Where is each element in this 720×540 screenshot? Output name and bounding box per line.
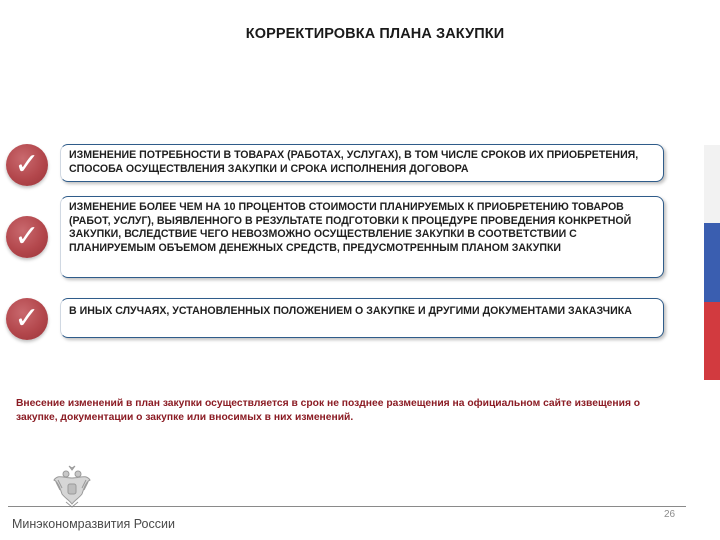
note-text: Внесение изменений в план закупки осуществляется в срок не позднее размещения на официальном сайте извещения о закупке, документации о закупке или вносимых в них изменений. xyxy=(16,398,641,423)
list-item xyxy=(0,140,668,188)
item-text: В ИНЫХ СЛУЧАЯХ, УСТАНОВЛЕННЫХ ПОЛОЖЕНИЕМ О ЗАКУПКЕ И ДРУГИМИ ДОКУМЕНТАМИ ЗАКАЗЧИКА xyxy=(69,305,632,317)
item-box xyxy=(60,196,664,278)
russian-flag-stripe xyxy=(704,145,720,380)
list-item xyxy=(0,196,668,280)
ministry-name: Минэкономразвития России xyxy=(12,517,175,531)
item-text: ИЗМЕНЕНИЕ БОЛЕЕ ЧЕМ НА 10 ПРОЦЕНТОВ СТОИМОСТИ ПЛАНИРУЕМЫХ К ПРИОБРЕТЕНИЮ ТОВАРОВ (РАБОТ, УСЛУГ), ВЫЯВЛЕННОГО В РЕЗУЛЬТАТЕ ПОДГОТОВКИ К ПРОЦЕДУРЕ ПРОВЕДЕНИЯ КОНКРЕТНОЙ ЗАКУПКИ, ВСЛЕДСТВИЕ ЧЕГО НЕВОЗМОЖНО ОСУЩЕСТВЛЕНИЕ ЗАКУПКИ В СООТВЕТСТВИИ С ПЛАНИРУЕМЫМ ОБЪЕМОМ ДЕНЕЖНЫХ СРЕДСТВ, ПРЕДУСМОТРЕННЫМ ПЛАНОМ ЗАКУПКИ xyxy=(69,201,632,254)
check-icon: ✓ xyxy=(6,216,48,258)
item-text: ИЗМЕНЕНИЕ ПОТРЕБНОСТИ В ТОВАРАХ (РАБОТАХ, УСЛУГАХ), В ТОМ ЧИСЛЕ СРОКОВ ИХ ПРИОБРЕТЕНИЯ, СПОСОБА ОСУЩЕСТВЛЕНИЯ ЗАКУПКИ И СРОКА ИСПОЛНЕНИЯ ДОГОВОРА xyxy=(69,149,639,175)
coat-of-arms-emblem xyxy=(52,464,92,508)
footer-divider xyxy=(8,506,686,507)
list-item xyxy=(0,296,668,344)
check-icon: ✓ xyxy=(6,144,48,186)
item-box xyxy=(60,298,664,338)
check-icon: ✓ xyxy=(6,298,48,340)
slide-title: КОРРЕКТИРОВКА ПЛАНА ЗАКУПКИ xyxy=(245,26,505,42)
item-box xyxy=(60,144,664,182)
page-number: 26 xyxy=(664,509,676,520)
